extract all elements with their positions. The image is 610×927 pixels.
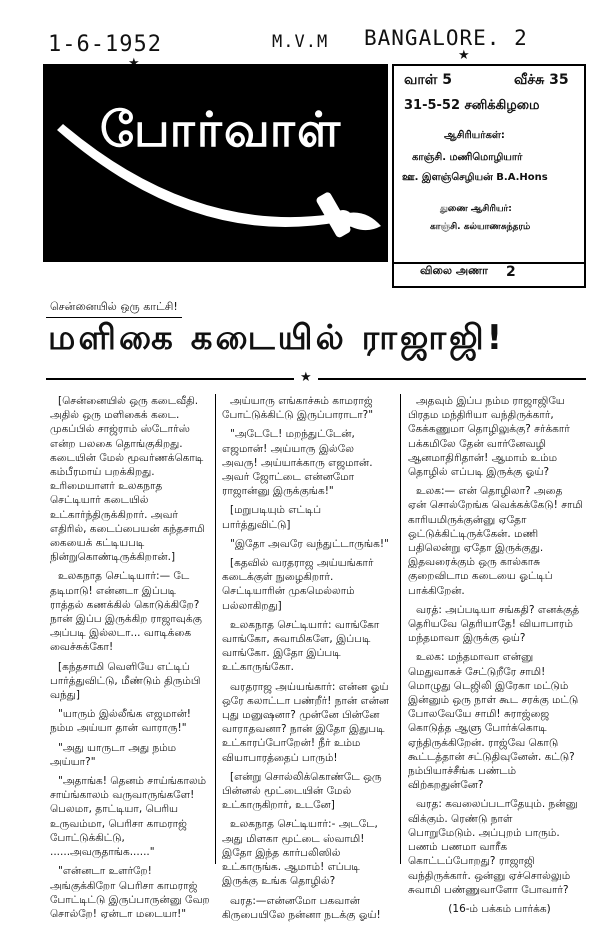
masthead-title: போர்வாள் [99, 102, 343, 158]
paragraph: "என்னடா உளர்றே! அங்குக்கிறோ பெரிசா காமராஜ் போட்டிட்டு இருப்பாருன்னு வேற சொல்றே! ஏன்டா மடையா!" [50, 865, 210, 920]
masthead [43, 64, 388, 262]
paragraph: உலகநாத செட்டியார்:- அடடே, அது மிளகா மூட்டை ஸ்வாமி! இதோ இந்த கார்பலிஸில் உட்காருங்க. ஆமாம்! எப்படி இருக்கு உங்க தொழில்? [222, 818, 378, 888]
volume-label: வாள் 5 [404, 72, 452, 88]
paragraph: வரத:—என்னமோ பகவான் கிருபையிலே நன்னா நடக்கு ஓய்! [222, 894, 381, 921]
paragraph: அய்யாரு எங்காச்சும் காமராஜ் போட்டுக்கிட்டு இருப்பாராடா?" [222, 395, 374, 422]
paragraph: [என்று சொல்லிக்கொண்டே ஒரு பின்னல் மூட்டையின் மேல் உட்காருகிறார், உடனே] [222, 770, 382, 812]
article-column-3 [408, 394, 583, 921]
paragraph: உலக:— என் தொழிலா? அதை ஏன் சொல்றேங்க வெக்கக்கேடு! சாமி காரியமிருக்குன்னு ஏதோ ஒட்டுக்கிட்டிருக்கேன். மணி பதிலென்று ஏதோ இருக்குது. இதவரைக்கும் ஒரு கால்காசு குறைவிடாம கடையை ஓட்டிப் பாக்கிறேன். [408, 485, 583, 597]
sub-editor-name: காஞ்சி. கல்யாணசுந்தரம் [430, 222, 531, 232]
paragraph: அதவும் இப்ப நம்ம ராஜாஜியே பிரதம மந்திரியா வந்திருக்கார், கேக்கணுமா தொழிலுக்கு? சர்க்கார் பக்கமிலே தேன் வார்னேவழி ஆனமாதிரிதான்! ஆமாம் உம்ம தொழில் எப்படி இருக்கு ஓய்? [408, 395, 570, 479]
paragraph: வரதராஜ அய்யங்கார்: என்ன ஓய் ஒரே கலாட்டா பண்றீர்! நான் என்ன புது மனுஷனா? முன்னே பின்னே வாராதவனா? நான் இதோ இதுபடி உட்காரப்போறேன்! நீர் உம்ம வியாபாரத்தைப் பாரும்! [222, 680, 390, 764]
paragraph: உலகநாத செட்டியார்:— டே தடிமாடு! என்னடா இப்படி ராத்தல் கணக்கில் கொடுக்கிறே? நான் இப்ப இருக்கிற ராஜாவுக்கு அப்படி இல்லடா... வாடிக்கை வைச்சுக்கோ! [50, 570, 202, 654]
paragraph: [கந்தசாமி வெளியே எட்டிப் பார்த்துவிட்டு, மீண்டும் திரும்பி வந்து] [50, 660, 201, 702]
price-value: 2 [506, 264, 516, 280]
paragraph: "யாரும் இல்லீங்க எஜமான்! நம்ம அய்யா தான் வாராரு!" [50, 708, 192, 735]
issue-date: 31-5-52 சனிக்கிழமை [404, 98, 540, 113]
editors-label: ஆசிரியர்கள்: [444, 130, 505, 141]
star-icon: ★ [458, 48, 470, 63]
issue-info-box [392, 64, 586, 264]
paragraph: வரத: கவலைப்படாதேயும். நன்னு விக்கும். ரெண்டு நாள் பொறுமேடும். அப்புறம் பாரும். பணம் பணமா வாரீக கொட்டப்போறது? ராஜாஜி வந்திருக்கார். ஒன்னு ஏச்சொல்லும் சுவாமி பண்ணுவாளோ போவார்? [408, 798, 578, 896]
paragraph: "அடேடே! மறந்துட்டேன், எஜமான்! அய்யாரு இல்லே அவரு! அய்யாக்காரு எஜமான். அவர் ஜோட்டை என்னமோ ராஜான்னு இருக்குங்க!" [222, 428, 373, 498]
paragraph: "இதோ அவரே வந்துட்டாருங்க!" [230, 537, 389, 550]
divider [318, 378, 586, 380]
issue-label: வீச்சு 35 [514, 72, 569, 88]
paragraph: "அது யாருடா அது நம்ம அய்யா?" [50, 741, 177, 768]
column-divider [400, 394, 401, 864]
article-column-1 [50, 394, 210, 926]
price-label: விலை அணா [420, 264, 488, 277]
star-icon: ★ [300, 370, 312, 385]
handwritten-date: 1-6-1952 [48, 32, 162, 57]
continued-note: (16-ம் பக்கம் பார்க்க) [448, 902, 551, 915]
editor-name: காஞ்சி. மணிமொழியார் [412, 152, 523, 163]
editor-name: ஊ. இளஞ்செழியன் B.A.Hons [402, 172, 548, 183]
sub-editor-label: துணை ஆசிரியர்: [440, 204, 512, 214]
paragraph: "அதாங்க! தெனம் சாய்ங்காலம் சாய்ங்காலம் வருவாருங்களே! பெலமா, தாட்டியா, பெரிய உருவம்மா, பெரிசா காமராஜ் போட்டுக்கிட்டு, ......அவருதாங்க......" [50, 775, 207, 859]
paragraph: [கதவில் வரதராஜ அய்யங்கார் கடைக்குள் நுழைகிறார். செட்டியாரின் முகமெல்லாம் பல்லாகிறது] [222, 557, 374, 612]
divider [46, 378, 294, 380]
price-box [392, 260, 586, 288]
column-divider [215, 394, 216, 864]
paragraph: [சென்னையில் ஒரு கடைவீதி. அதில் ஒரு மளிகைக் கடை. முகப்பில் சாஜ்ராம் ஸ்டோர்ஸ் என்ற பலகை தொங்குகிறது. கடையின் மேல் மூவர்ணக்கொடி கம்பீரமாய் பறக்கிறது. உரிமையாளர் உலகநாத செட்டியார் கடையில் உட்கார்ந்திருக்கிறார். அவர் எதிரில், கடைப்பையன் கந்தசாமி கையைக் கட்டியபடி நின்றுகொண்டிருக்கிறான்.] [50, 395, 205, 564]
paragraph: உலக: மந்தமாவா என்னு மெதுவாகச் சேட்டுறீரே சாமி! மொழுது டெஜிலி இரேகா மட்டும் இன்னும் ஒரு நாள் கூட சரக்கு மட்டு போலவேயே சாமி! சுராஜ்ஜை கொடுத்த ஆளு போர்க்கொடி ஏந்திருக்கிறேன். ராஜ்வே கொடு கூட்டத்தான் சட்டுதிவுனேன். கட்டு? நம்பியாச்சீங்க பண்டம் விற்கறதுன்னே? [408, 651, 579, 792]
handwritten-mark: M.V.M [272, 32, 329, 52]
article-kicker: சென்னையில் ஒரு காட்சி! [46, 300, 182, 318]
paragraph: உலகநாத செட்டியார்: வாங்கோ வாங்கோ, சுவாமிகளே, இப்படி வாங்கோ. இதோ இப்படி உட்காருங்கோ. [222, 618, 380, 674]
paragraph: வரத்: அப்படியா சங்கதி? எனக்குத் தெரியவே தெரியாதே! வியாபாரம் மந்தமாவா இருக்கு ஒய்? [408, 603, 580, 645]
handwritten-city: BANGALORE. 2 [364, 26, 528, 50]
article-headline: மளிகை கடையில் ராஜாஜி! [48, 318, 506, 358]
paragraph: [மறுபடியும் எட்டிப் பார்த்துவிட்டு] [222, 504, 322, 531]
article-column-2 [222, 394, 392, 927]
